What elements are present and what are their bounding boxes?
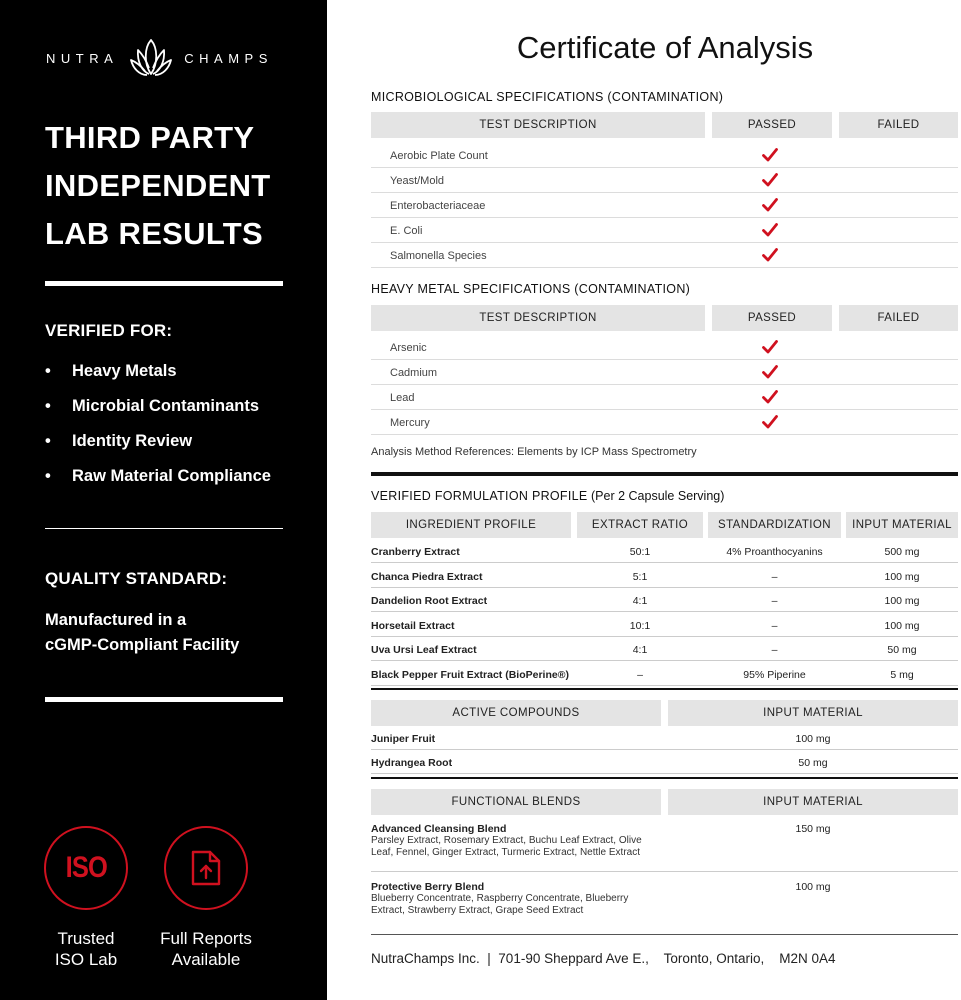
list-item: • Raw Material Compliance	[45, 467, 271, 485]
table-row	[371, 335, 958, 360]
test-name: Salmonella Species	[390, 250, 487, 262]
input-material: 100 mg	[884, 619, 920, 632]
checkmark-icon	[761, 246, 779, 264]
blend-name: Advanced Cleansing Blend	[371, 823, 507, 835]
table-row	[371, 539, 958, 563]
extract-ratio: 4:1	[632, 595, 648, 607]
verified-list	[45, 361, 271, 501]
standardization: –	[771, 619, 778, 632]
standardization: 95% Piperine	[743, 668, 806, 681]
extract-ratio: 10:1	[629, 619, 651, 632]
metal-header-passed: PASSED	[712, 305, 832, 331]
analysis-note: Analysis Method References: Elements by ICP Mass Spectrometry	[371, 446, 697, 458]
hero-line: LAB RESULTS	[45, 216, 263, 251]
metal-heading: HEAVY METAL SPECIFICATIONS (CONTAMINATION)	[371, 282, 691, 296]
blend-item	[371, 823, 958, 859]
extract-ratio: 50:1	[629, 546, 651, 558]
checkmark-icon	[761, 171, 779, 189]
ingredient-name: Uva Ursi Leaf Extract	[371, 644, 477, 656]
row-divider	[371, 871, 958, 872]
ingredient-name: Chanca Piedra Extract	[371, 570, 483, 583]
input-material: 100 mg	[884, 595, 920, 607]
active-header-input: INPUT MATERIAL	[668, 700, 958, 726]
blend-ingredients: Blueberry Concentrate, Raspberry Concentrate, Blueberry	[371, 893, 629, 904]
lotus-icon	[130, 38, 172, 78]
blends-header-name: FUNCTIONAL BLENDS	[371, 789, 661, 815]
test-name: Enterobacteriaceae	[390, 200, 486, 212]
company-address: NutraChamps Inc. | 701-90 Sheppard Ave E., Toronto, Ontario, M2N 0A4	[371, 951, 836, 966]
checkmark-icon	[761, 146, 779, 164]
section-divider	[371, 688, 958, 690]
test-name: Yeast/Mold	[390, 175, 445, 187]
active-header-compounds: ACTIVE COMPOUNDS	[371, 700, 661, 726]
metal-header-test: TEST DESCRIPTION	[371, 305, 705, 331]
input-material: 500 mg	[884, 546, 920, 558]
hero-line: INDEPENDENT	[45, 168, 271, 203]
section-divider	[371, 777, 958, 779]
table-row	[371, 726, 958, 750]
micro-header-test: TEST DESCRIPTION	[371, 112, 705, 138]
test-name: Lead	[390, 392, 415, 404]
table-row	[371, 360, 958, 385]
form-header-ingredient: INGREDIENT PROFILE	[371, 512, 571, 538]
table-row	[371, 564, 958, 588]
ingredient-name: Horsetail Extract	[371, 619, 455, 632]
table-row	[371, 750, 958, 774]
input-material: 50 mg	[798, 757, 828, 769]
ingredient-name: Cranberry Extract	[371, 546, 460, 558]
document-upload-icon	[189, 849, 223, 887]
section-divider	[371, 472, 958, 476]
table-row	[371, 193, 958, 218]
micro-header-passed: PASSED	[712, 112, 832, 138]
standardization: 4% Proanthocyanins	[726, 546, 823, 558]
divider	[45, 697, 283, 702]
list-item: • Identity Review	[45, 432, 193, 450]
micro-heading: MICROBIOLOGICAL SPECIFICATIONS (CONTAMINATION)	[371, 90, 724, 104]
input-material: 50 mg	[887, 644, 917, 656]
table-row	[371, 243, 958, 268]
metal-header-failed: FAILED	[839, 305, 958, 331]
brand-logo	[46, 38, 286, 78]
blend-ingredients: Extract, Strawberry Extract, Grape Seed Extract	[371, 905, 584, 916]
left-panel	[0, 0, 327, 1000]
blend-amount: 100 mg	[795, 881, 831, 893]
test-name: Aerobic Plate Count	[390, 150, 488, 162]
table-row	[371, 143, 958, 168]
checkmark-icon	[761, 363, 779, 381]
formulation-heading: VERIFIED FORMULATION PROFILE (Per 2 Capsule Serving)	[371, 489, 725, 503]
compound-name: Juniper Fruit	[371, 733, 436, 745]
table-row	[371, 588, 958, 612]
table-row	[371, 410, 958, 435]
report-caption: Full Reports Available	[160, 929, 252, 969]
list-item: • Microbial Contaminants	[45, 397, 260, 415]
standardization: –	[771, 570, 778, 583]
test-name: Cadmium	[390, 367, 438, 379]
blend-amount: 150 mg	[795, 823, 831, 835]
ingredient-name: Dandelion Root Extract	[371, 595, 488, 607]
quality-heading: QUALITY STANDARD:	[45, 569, 228, 588]
test-name: Mercury	[390, 417, 430, 429]
table-row	[371, 385, 958, 410]
test-name: Arsenic	[390, 342, 427, 354]
divider	[45, 528, 283, 529]
form-header-input: INPUT MATERIAL	[846, 512, 958, 538]
list-item: • Heavy Metals	[45, 362, 177, 380]
micro-header-failed: FAILED	[839, 112, 958, 138]
checkmark-icon	[761, 338, 779, 356]
ingredient-name: Black Pepper Fruit Extract (BioPerine®)	[371, 668, 569, 681]
standardization: –	[771, 595, 778, 607]
brand-right: CHAMPS	[184, 50, 273, 66]
blend-name: Protective Berry Blend	[371, 881, 485, 893]
table-row	[371, 168, 958, 193]
report-badge	[164, 826, 248, 910]
certificate-panel	[327, 0, 961, 1000]
divider	[45, 281, 283, 286]
input-material: 100 mg	[795, 733, 831, 745]
extract-ratio: –	[637, 668, 643, 681]
blends-header-input: INPUT MATERIAL	[668, 789, 958, 815]
blend-item	[371, 881, 958, 917]
extract-ratio: 4:1	[632, 644, 648, 656]
hero-line: THIRD PARTY	[45, 120, 255, 155]
input-material: 100 mg	[884, 570, 920, 583]
standardization: –	[771, 644, 778, 656]
page-title: Certificate of Analysis	[516, 30, 814, 65]
brand-left: NUTRA	[46, 50, 119, 66]
table-row	[371, 613, 958, 637]
checkmark-icon	[761, 196, 779, 214]
quality-text: Manufactured in a cGMP-Compliant Facility	[45, 611, 240, 654]
form-header-standardization: STANDARDIZATION	[708, 512, 841, 538]
iso-badge	[44, 826, 128, 910]
blend-ingredients: Parsley Extract, Rosemary Extract, Buchu Leaf Extract, Olive	[371, 835, 642, 846]
compound-name: Hydrangea Root	[371, 757, 453, 769]
table-row	[371, 662, 958, 686]
test-name: E. Coli	[390, 225, 423, 237]
footer-divider	[371, 934, 958, 935]
verified-heading: VERIFIED FOR:	[45, 321, 173, 340]
input-material: 5 mg	[890, 668, 914, 681]
checkmark-icon	[761, 388, 779, 406]
checkmark-icon	[761, 221, 779, 239]
form-header-ratio: EXTRACT RATIO	[577, 512, 703, 538]
hero-title	[45, 114, 271, 258]
extract-ratio: 5:1	[632, 570, 648, 583]
blend-ingredients: Leaf, Fennel, Ginger Extract, Turmeric Extract, Nettle Extract	[371, 847, 640, 858]
iso-caption: Trusted ISO Lab	[54, 929, 118, 969]
checkmark-icon	[761, 413, 779, 431]
table-row	[371, 218, 958, 243]
table-row	[371, 637, 958, 661]
iso-icon: ISO	[65, 851, 107, 884]
